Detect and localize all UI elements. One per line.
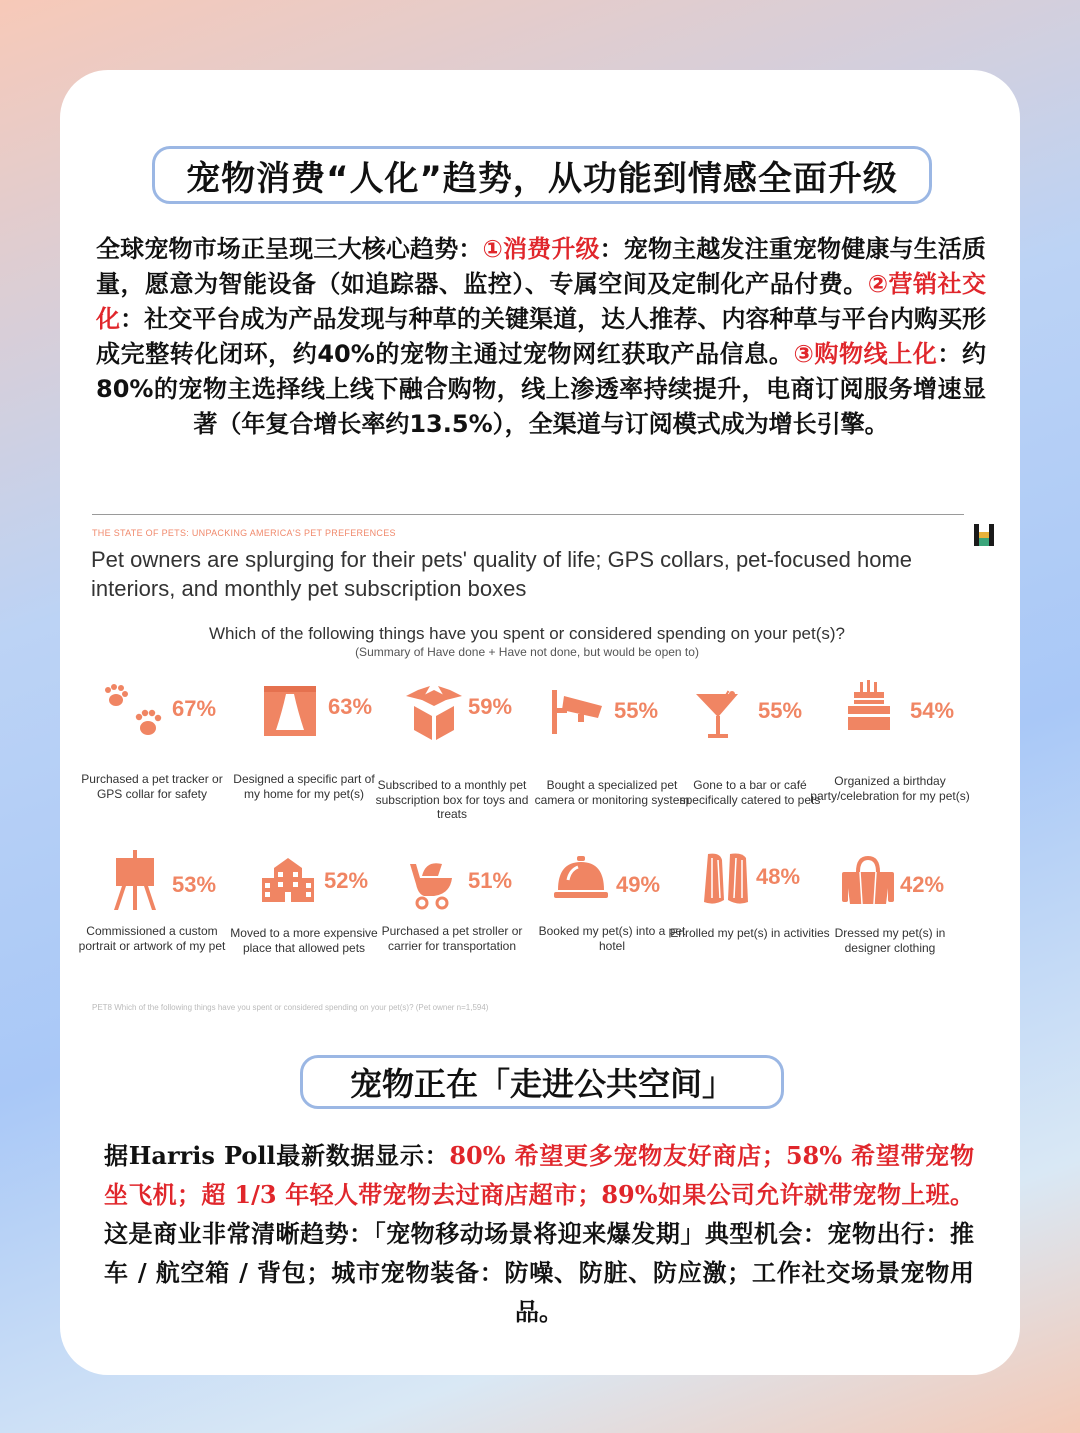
handbag-icon [842,856,894,906]
stat-label: Organized a birthday party/celebration for my pet(s) [810,774,970,803]
report-logo-icon [974,524,994,546]
stat-percentage: 55% [758,698,803,723]
page-title-text: 宠物消费“人化”趋势，从功能到情感全面升级 [186,158,898,199]
trend-2-text: ：社交平台成为产品发现与种草的关键渠道，达人推荐、内容种草与平台内购买形成完整转化闭环，约40%的宠物主通过宠物网红获取产品信息。 [96,305,987,368]
stat-item [532,846,692,976]
stat-item [72,846,232,976]
paw-prints-icon [102,684,166,742]
intro-paragraph [96,232,986,442]
stat-item [224,680,384,830]
page-title [152,146,932,204]
outro-paragraph [104,1136,974,1331]
stat-percentage: 67% [172,696,217,721]
stat-item [372,680,532,830]
section-title [300,1055,784,1109]
report-footnote: PET8 Which of the following things have you spent or considered spending on your pet(s)? (Pet owner n=1,594) [92,1003,489,1012]
stat-percentage: 54% [910,698,955,723]
report-divider [92,514,964,515]
open-box-icon [404,684,464,742]
swim-fins-icon [702,852,750,906]
stat-item [670,846,830,976]
easel-icon [112,850,158,912]
stat-percentage: 52% [324,868,369,893]
stat-percentage: 51% [468,868,513,893]
stat-percentage: 48% [756,864,801,889]
stat-item [224,846,384,976]
trend-3-title: ③购物线上化 [793,340,938,368]
stat-percentage: 49% [616,872,661,897]
report-headline: Pet owners are splurging for their pets' quality of life; GPS collars, pet-focused home interiors, and monthly pet subscription boxes [91,547,913,601]
stat-label: Dressed my pet(s) in designer clothing [834,926,946,955]
stat-item [372,846,532,976]
intro-lead: 全球宠物市场正呈现三大核心趋势： [96,235,483,263]
stat-item [670,680,830,830]
trend-1-title: ①消费升级 [482,235,600,263]
security-camera-icon [550,686,606,738]
stat-label: Purchased a pet tracker or GPS collar for safety [81,772,223,801]
trend-1-text: ：宠物主越发注重宠物健康与生活质量，愿意为智能设备（如追踪器、监控）、专属空间及定制化产品付费。 [96,235,987,298]
trend-3-text: ：约80%的宠物主选择线上线下融合购物，线上渗透率持续提升，电商订阅服务增速显著（年复合增长率约13.5%），全渠道与订阅模式成为增长引擎。 [96,340,986,438]
building-icon [262,858,314,904]
birthday-cake-icon [846,676,892,734]
stat-item [810,672,970,822]
trend-2-title: ②营销社交化 [96,270,987,333]
report-label: THE STATE OF PETS: UNPACKING AMERICA'S PET PREFERENCES [92,528,396,538]
stat-label: Purchased a pet stroller or carrier for transportation [381,924,523,953]
outro-highlight: 80% 希望更多宠物友好商店；58% 希望带宠物坐飞机；超 1/3 年轻人带宠物去过商店超市；89%如果公司允许就带宠物上班。 [104,1141,974,1209]
section-title-text: 宠物正在「走进公共空间」 [349,1065,734,1103]
stat-label: Bought a specialized pet camera or monitoring system [534,778,690,807]
stat-label: Subscribed to a monthly pet subscription box for toys and treats [375,778,529,821]
stat-label: Moved to a more expensive place that allowed pets [230,926,378,955]
stat-percentage: 53% [172,872,217,897]
stat-percentage: 42% [900,872,945,897]
cocktail-glass-icon [694,690,742,742]
stat-percentage: 59% [468,694,513,719]
window-curtains-icon [262,684,318,740]
survey-question: Which of the following things have you spent or considered spending on your pet(s)? [209,624,845,643]
stat-percentage: 63% [328,694,373,719]
outro-text: 这是商业非常清晰趋势：「宠物移动场景将迎来爆发期」典型机会：宠物出行：推车 / 航空箱 / 背包；城市宠物装备：防噪、防脏、防应激；工作社交场景宠物用品。 [104,1219,974,1326]
stat-label: Commissioned a custom portrait or artwork of my pet [78,924,226,953]
stat-item [532,680,692,830]
stat-percentage: 55% [614,698,659,723]
survey-question-note: (Summary of Have done + Have not done, but would be open to) [355,645,699,659]
stat-label: Booked my pet(s) into a pet hotel [538,924,686,953]
service-bell-icon [554,856,608,900]
stat-label: Designed a specific part of my home for my pet(s) [233,772,375,801]
stat-label: Gone to a bar or café specifically catered to pets [679,778,821,807]
outro-lead: 据Harris Poll最新数据显示： [104,1141,450,1170]
stroller-icon [408,860,454,910]
stat-label: Enrolled my pet(s) in activities [670,926,830,940]
stat-item [72,680,232,830]
stat-item [810,846,970,976]
